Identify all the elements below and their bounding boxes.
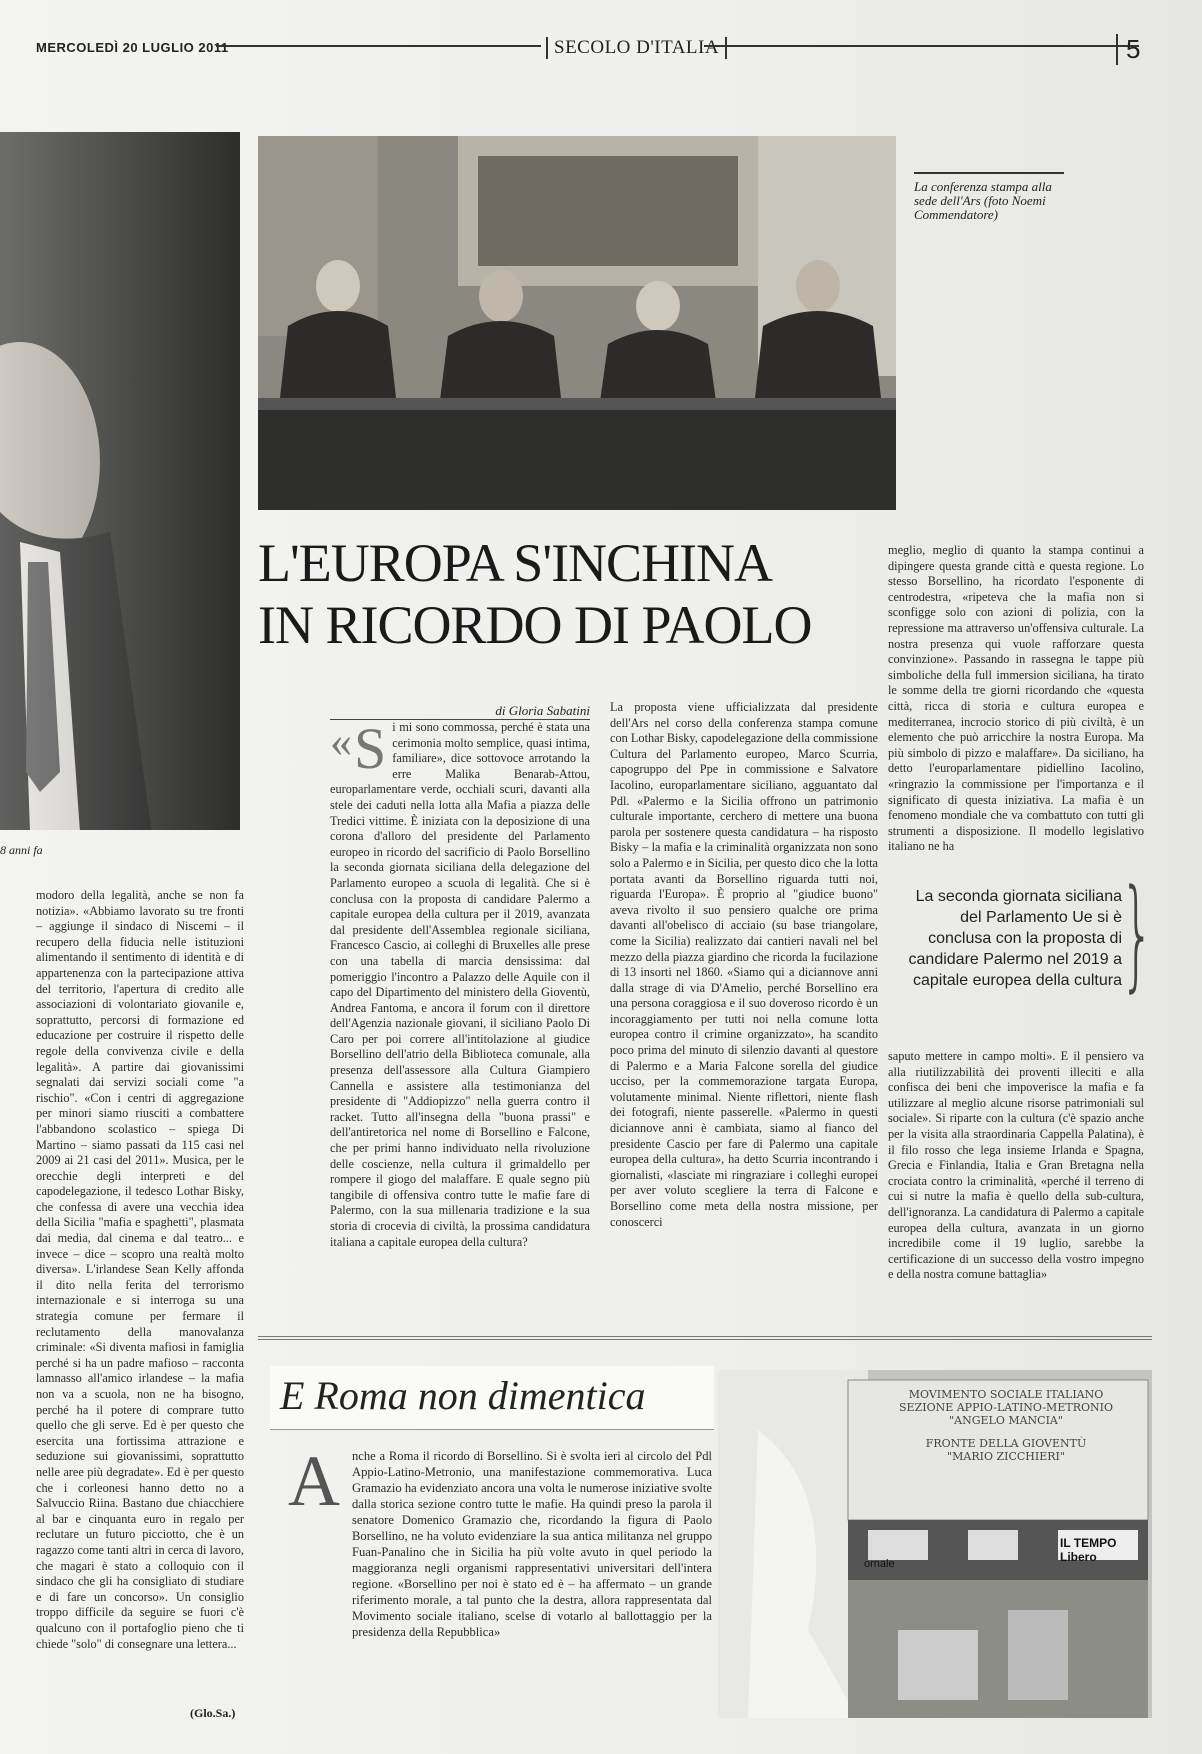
article-headline (258, 532, 878, 656)
left-article-signature: (Glo.Sa.) (190, 1706, 236, 1720)
headline-line-2: IN RICORDO DI PAOLO (258, 595, 812, 655)
byline: di Gloria Sabatini (330, 703, 590, 720)
press-conference-photo (258, 136, 896, 510)
publication-name: SECOLO D'ITALIA (546, 37, 727, 59)
article-column-1-text: i mi sono commossa, perché è stata una cerimonia molto semplice, quasi intima, familiare», dice sottovoce arrotando la erre Malika Benarab-Attou, europarlamentare verde, occhiali scuri, davanti alla stele dei caduti nella lotta alla Mafia a piazza delle Tredici vittime. È iniziata con la deposizione di una corona d'alloro del presidente del Parlamento europeo in ricordo del sacrificio di Paolo Borsellino la seconda giornata siciliana della delegazione del Parlamento europeo a scuola di legalità. Che si è conclusa con la proposta di candidare Palermo a capitale europea della cultura per il 2019, avanzata dal presidente dell'Assemblea regionale siciliana, Francesco Cascio, ai colleghi di Bruxelles alle prese con una tabella di marcia densissima: dal pomeriggio l'incontro a Palazzo delle Aquile con il capo del Dipartimento del ministero della Gioventù, Andrea Fantoma, e ancora il forum con il direttore dell'Agenzia nazionale giovani, il siciliano Paolo Di Caro per poi correre all'intitolazione al giudice Borsellino dell'atrio della Biblioteca comunale, alla presenza dell'assessore alla Cultura Giampiero Cannella e assistere alla testimonianza del presidente di "Addiopizzo" nella guerra contro il racket. Tutto all'insegna della "buona prassi" e dell'antiretorica nel nome di Borsellino e Falcone, che per primi hanno individuato nella rivoluzione delle coscienze, nella cultura il grimaldello per rompere il giogo del malaffare. E quale segno più tangibile di offensiva contro tutte le mafie fare di Palermo, con la sua millenaria tradizione e la sua storia di crocevia di civiltà, la prossima candidatura italiana a capitale europea della cultura? (330, 720, 590, 1249)
kiosk-label-iltempo: IL TEMPO (1060, 1536, 1117, 1550)
sign-line-4: FRONTE DELLA GIOVENTÙ (925, 1437, 1087, 1450)
article-column-4-text: saputo mettere in campo molti». E il pensiero va alla riutilizzabilità dei proventi illeciti e alla confisca dei beni che impoverisce la mafia e fa utilizzare al meglio alcune risorse patrimoniali sul sociale». Si riparte con la cultura (c'è spazio anche per la visita alla straordinaria Cappella Palatina), è il filo rosso che lega insieme Irlanda e Spagna, Grecia e Finlandia, Italia e Gran Bretagna nella crociata contro la criminalità, «perché il terreno di cui si nutre la mafia è quello della sub-cultura, dell'ignoranza. La candidatura di Palermo a capitale europea della cultura, avanzata in un giorno incredibile come il 19 luglio, sarebbe la certificazione di un successo della vostro impegno e della nostra comune battaglia» (888, 1049, 1144, 1282)
article-column-2-text: La proposta viene ufficializzata dal presidente dell'Ars nel corso della conferenza stampa comune con Lothar Bisky, capodelegazione della commissione Cultura del Parlamento europeo, Marco Scurria, capogruppo del Ppe in commissione e Salvatore Iacolino, europarlamentare siciliano, agguantato dal Pdl. «Palermo e la Sicilia offrono un patrimonio culturale importante, cerchero di mettere una buona parola per sostenere questa candidatura – ha risposto Bisky – la mafia e la criminalità organizzata non sono solo a Palermo e in Sicilia, per questo dico che la lotta portata avanti da Borsellino riguarda tutti noi, riguarda l'Europa». È proprio al "giudice buono" aveva rivolto il suo pensiero qualche ore prima davanti all'obelisco di acciaio (su base triangolare, come la Sicilia) realizzato dai cantieri navali nel bel mezzo della piazza giardino che ricorda la fucilazione di 13 insorti nel 1860. «Siamo qui a diciannove anni dalla strage di via D'Amelio, perché Borsellino era una persona coraggiosa e il suo doveroso ricordo è un incoraggiamento per tutti noi nella comune lotta europea contro il crimine organizzato», ha scandito poco prima del minuto di silenzio davanti al questore di Palermo e a Maria Falcone sorella del giudice ucciso, per la commemorazione targata Europa, volutamente minimal. Niente riflettori, niente flash dei fotografi, niente passerelle. «Palermo in questi diciannove anni è cambiata, siamo al fianco del presidente Cascio per fare di Palermo una capitale europea della cultura», ha detto Scurria incontrando i giornalisti, «lasciate mi ringraziare i colleghi europei per aver voluto scegliere la terra di Falcone e Borsellino come meta della nostra missione, per conoscerci (610, 700, 878, 1229)
issue-date: MERCOLEDÌ 20 LUGLIO 2011 (36, 40, 229, 55)
article-column-1 (330, 716, 590, 1250)
sidebar-dropcap: A (288, 1441, 340, 1521)
page-header (36, 34, 1156, 70)
sign-text-block (856, 1388, 1156, 1463)
portrait-illustration (0, 132, 240, 830)
left-portrait-photo (0, 132, 240, 830)
left-article-text: modoro della legalità, anche se non fa notizia». «Abbiamo lavorato su tre fronti – aggiunge il sindaco di Niscemi – il recupero della fiducia nelle istituzioni alimentando il sentimento di identità e di appartenenza con la partecipazione attiva del territorio, l'apertura di credito alle associazioni di volontariato giovanile e, soprattutto, percorsi di formazione ed educazione per costruire il rispetto delle regole della convivenza civile e della legalità». A partire dai giovanissimi segnalati dai servizi sociali come "a rischio". «Con i centri di aggregazione per minori siamo riusciti a combattere l'abbandono scolastico – spiega Di Martino – siamo passati da 115 casi nel 2009 ai 21 casi del 2011». Musica, per le orecchie degli interpreti e del capodelegazione, il tedesco Lothar Bisky, che confessa di avere una vecchia idea della Sicilia "mafia e spaghetti", plasmata dai media, dal cinema e dal teatro... e invece – dice – scopro una realtà molto diversa». L'irlandese Sean Kelly affonda il dito nella ferita del terrorismo internazionale e si interroga su una strategia comune per fermare il reclutamento della manovalanza criminale: «Si diventa mafiosi in famiglia perché si ha un padre mafioso – racconta lamnasso all'amico irlandese – la mafia non va a scuola, non ne ha bisogno, perché ha il potere di comprare tutto quello che gli serve. Ed è per questo che esercita una fortissima attrazione e seduzione sui giovanissimi, soprattutto nelle aree più degradate». Ed è per questo che i corleonesi hanno detto no a Salvuccio Riina. Bastano due chiacchiere al bar e cinquanta euro in regalo per reclutare un futuro picciotto, che è un ragazzo come tanti altri in cerca di lavoro, che magari è stato a colloquio con il sindaco che gli ha consigliato di studiare e di fare un concorso». Un consiglio troppo difficile da seguire se fuori c'è qualcuno con il portafoglio pieno che ti chiede "solo" di consegnare una lettera... (36, 888, 244, 1651)
article-dropcap: S (354, 716, 387, 781)
pull-quote-brace-icon: } (1120, 865, 1155, 1004)
sign-line-1: MOVIMENTO SOCIALE ITALIANO (908, 1388, 1104, 1401)
main-photo-caption: La conferenza stampa alla sede dell'Ars (foto Noemi Commendatore) (914, 172, 1064, 222)
headline-line-1: L'EUROPA S'INCHINA (258, 533, 773, 593)
left-photo-caption: 8 anni fa (0, 843, 43, 857)
sign-line-5: "MARIO ZICCHIERI" (947, 1450, 1065, 1463)
sidebar-box-body: nche a Roma il ricordo di Borsellino. Si è svolta ieri al circolo del Pdl Appio-Latino-Metronio, una manifestazione commemorativa. Luca Gramazio ha evidenziato ancora una volta le numerose iniziative svolte dalla storica sezione contro tutte le mafie. Ha quindi preso la parola il senatore Domenico Gramazio che, ricordando la figura di Paolo Borsellino, ne ha voluto evidenziare la sua antica militanza nel gruppo Fuan-Panalino che in Sicilia ha più volte avuto in quel periodo la maggioranza negli organismi rappresentativi universitari dell'intera regione. «Borsellino per noi è stato ed è – ha affermato – un grande riferimento morale, a tal punto che la destra, allora rappresentata dal Movimento sociale italiano, scelse di votarlo al ballottaggio per la presidenza della Repubblica» (352, 1449, 712, 1639)
kiosk-label-libero: Libero (1060, 1550, 1097, 1564)
header-rule-left (216, 45, 541, 47)
sign-line-3: "ANGELO MANCIA" (949, 1414, 1063, 1427)
article-column-2 (610, 700, 878, 1230)
header-rule-right (704, 45, 1139, 47)
pull-quote: La seconda giornata siciliana del Parlamento Ue si è conclusa con la proposta di candidare Palermo nel 2019 a capitale europea della cultura (908, 888, 1122, 989)
article-column-3-text: meglio, meglio di quanto la stampa continui a dipingere questa grande città e questa regione. Lo stesso Borsellino, ha ricordato l'esponente di centrodestra, «ripeteva che la mafia non si sconfigge solo con azioni di polizia, con la repressione ma attraverso un'offensiva culturale. La nostra presenza qui vuole rafforzare questa convinzione». Passando in rassegna le tappe più simboliche della full immersion siciliana, ha tirato le somme della tre giorni ricordando che «questa città, ricca di storia e cultura europea e mediterranea, incrocio storico di più civiltà, è un elemento che può arricchire la nostra Europa. Ma più simbolo di pizzo e malaffare». Da siciliano, ha detto l'europarlamentare pidiellino Iacolino, «ringrazio la commissione per l'importanza e il significato di questa iniziativa. La mafia è un fenomeno mondiale che va combattuto con tutti gli strumenti a disposizione. Il modello legislativo italiano ne ha (888, 543, 1144, 854)
opening-guillemet: « (330, 717, 352, 766)
article-column-3 (888, 543, 1144, 855)
press-conference-illustration (258, 136, 896, 510)
left-article-column (36, 888, 244, 1652)
article-column-4 (888, 1049, 1144, 1283)
kiosk-label-giornale: ornale (864, 1558, 895, 1570)
sidebar-box-title: E Roma non dimentica (270, 1366, 714, 1430)
sidebar-box-text (288, 1441, 712, 1640)
sign-line-2: SEZIONE APPIO-LATINO-METRONIO (899, 1401, 1113, 1414)
page-number: 5 (1116, 34, 1156, 65)
